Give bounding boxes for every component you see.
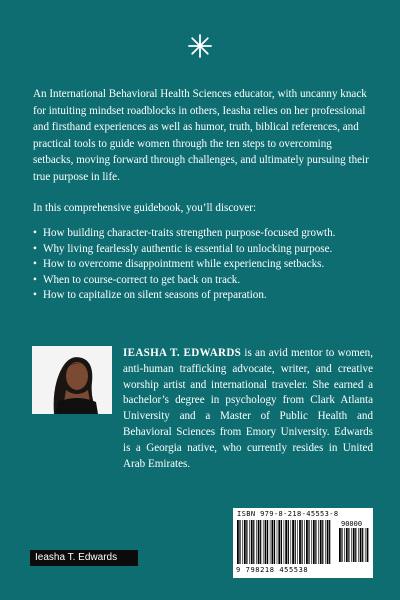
author-bio-text: is an avid mentor to women, anti-human trafficking advocate, writer, and creative worship artist and international traveler. She earned a bachelor’s degree in psychology from Clark Atlanta University and a Master of Public Health and Behavioral Sciences from Emory University. Edwards is a Georgia native, who currently resides in United Arab Emirates. (123, 347, 373, 470)
barcode-bars (237, 520, 331, 564)
list-item: • How to overcome disappointment while experiencing setbacks. (33, 257, 378, 273)
discovery-list (33, 226, 378, 304)
price-code: 90000 (341, 520, 363, 528)
guidebook-intro: In this comprehensive guidebook, you’ll discover: (33, 202, 257, 214)
list-item: • How building character-traits strengthen purpose-focused growth. (33, 226, 378, 242)
author-bio-name: IEASHA T. EDWARDS (123, 347, 242, 359)
barcode-number: 9 798218 455538 (236, 566, 309, 574)
list-item: • How to capitalize on silent seasons of preparation. (33, 288, 378, 304)
isbn-label: ISBN 979-8-218-45553-8 (237, 510, 339, 518)
isbn-barcode (233, 508, 373, 578)
list-item: • Why living fearlessly authentic is essential to unlocking purpose. (33, 242, 378, 258)
asterisk-star-icon (186, 32, 214, 60)
author-name-label: Ieasha T. Edwards (30, 550, 138, 566)
back-cover-blurb: An International Behavioral Health Sciences educator, with uncanny knack for intuiting mindset roadblocks in others, Ieasha relies on her professional and firsthand experiences as well as humor, truth, biblical references, and practical tools to guide women through the ten steps to overcoming setbacks, moving forward through challenges, and ultimately pursuing their true purpose in life. (33, 88, 369, 183)
author-bio (123, 346, 373, 472)
list-item: • When to course-correct to get back on track. (33, 273, 378, 289)
author-photo (32, 346, 112, 414)
price-barcode-bars (339, 528, 369, 562)
